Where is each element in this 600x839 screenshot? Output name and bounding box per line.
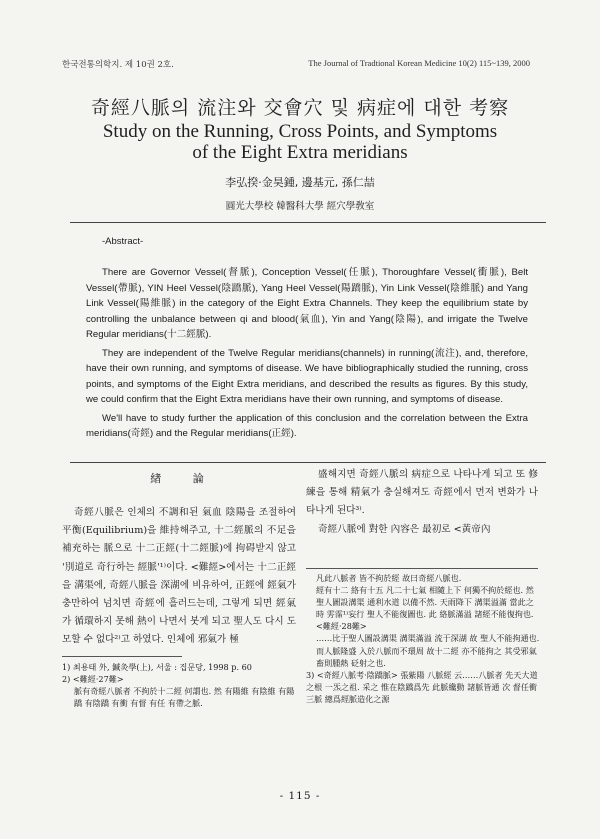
abstract-body [86,265,528,445]
intro-text-left: 奇經八脈은 인체의 不調和된 氣血 陰陽을 조절하여 平衡(Equilibrium)을 維持해주고, 十二經脈의 不足을 補充하는 脈으로 十二正經(十二經脈)에 拘碍받지 않고 '別道로 奇行하는 經脈'¹⁾이다. <難經>에서는 十二正經을 溝渠에, 奇經八脈을 深湖에 비유하여, 正經에 經氣가 충만하여 넘치면 奇經에 흘러드는데, 그렇게 되면 經氣가 循環하지 못해 熱이 나면서 붓게 되고 聖人도 다시 도모할 수 없다²⁾고 하였다. 인체에 邪氣가 極 [62,507,296,646]
footnote-rule [62,656,182,657]
footnote-2: 2) <難經·27難> [62,674,124,685]
classical-quote-block [306,572,540,705]
journal-header-english: The Journal of Tradtional Korean Medicine 10(2) 115~139, 2000 [308,58,530,68]
abstract-paragraph: There are Governor Vessel(督脈), Conception Vessel(任脈), Thoroughfare Vessel(衝脈), Belt Vessel(帶脈), YIN Heel Vessel(陰蹻脈), Yang Heel Vessel(陽蹻脈), Yin Link Vessel(陰維脈) and Yang Link Vessel(陽維脈) in the category of the Eight Extra Channels. They keep the equilibrium state by controlling the unbalance between qi and blood(氣血), Yin and Yang(陰陽), and irrigate the Twelve Regular meridians(十二經脈). [86,267,528,340]
footnote-3: 3) <奇經八脈考·陰蹻脈> 張紫陽 八脈經 云……八脈者 先天大道之根 一炁之祖. 采之 惟在陰蹻爲先 此脈纔動 諸脈皆通 次 督任衝三脈 總爲經脈造化之源 [306,669,538,704]
footnote-1: 1) 최용태 外, 鍼灸學(上), 서울 : 집문당, 1998 p. 60 [62,662,252,672]
abstract-paragraph: We'll have to study further the application of this conclusion and the correlation between the Extra meridians(奇經) and the Regular meridians(正經). [86,412,528,439]
quote-source: <難經·28難> [316,621,367,632]
right-column [306,466,538,539]
intro-text-right: 盛해지면 奇經八脈의 病症으로 나타나게 되고 또 修練을 통해 精氣가 충실해져도 奇經에서 먼저 변화가 나타나게 된다³⁾. [306,469,538,517]
affiliation: 圓光大學校 韓醫科大學 經穴學敎室 [225,201,375,212]
quote-line: 經有十二 絡有十五 凡二十七氣 相隨上下 何獨不拘於經也. 然 聖人圖設溝渠 通利水道 以備不然. 天雨降下 溝渠溢滿 當此之時 雱霈¹⁾妄行 聖人不能復圖也. 此 絡脈滿溢 諸經不能復拘也. [316,585,534,620]
section-heading: 緖 論 [150,472,218,485]
quote-line: ……比于聖人圖設溝渠 溝渠滿溢 流于深湖 故 聖人不能拘通也. 而人脈隆盛 入於八脈而不環周 故十二經 亦不能拘之 其受邪氣 畜則腫熱 砭射之也. [316,633,540,668]
title-english-line2: of the Eight Extra meridians [192,142,408,163]
author-list: 李弘揆·金昊鍾, 邊基元, 孫仁喆 [225,176,375,189]
quote-line: 凡此八脈者 皆不拘於經 故曰奇經八脈也. [316,573,462,583]
abstract-label: -Abstract- [102,236,144,247]
footnotes [62,661,298,709]
footnote-2-text: 脈有奇經八脈者 不拘於十二經 何謂也. 然 有陽維 有陰維 有陽蹻 有陰蹻 有衝 有督 有任 有帶之脈. [74,686,295,709]
title-english-line1: Study on the Running, Cross Points, and Symptoms [102,121,498,142]
abstract-bottom-rule [70,462,546,463]
page-number: - 115 - [279,790,321,802]
left-column [62,470,296,650]
abstract-top-rule [70,222,546,223]
abstract-paragraph: They are independent of the Twelve Regular meridians(channels) in running(流注), and, therefore, have their own running, and symptoms of disease. We have bibliographically studied the running, cross points, and symptoms of the Eight Extra meridians, and described the results as figures. By this study, we could confirm that the Eight Extra meridians have their own running, and symptoms of disease. [86,347,528,405]
title-korean: 奇經八脈의 流注와 交會穴 및 病症에 대한 考察 [90,97,510,119]
intro-text-right-continued: 奇經八脈에 對한 內容은 最初로 <黃帝內 [318,523,491,535]
quote-rule [306,568,538,569]
journal-header-korean: 한국전통의학지. 제 10권 2호. [62,60,174,70]
